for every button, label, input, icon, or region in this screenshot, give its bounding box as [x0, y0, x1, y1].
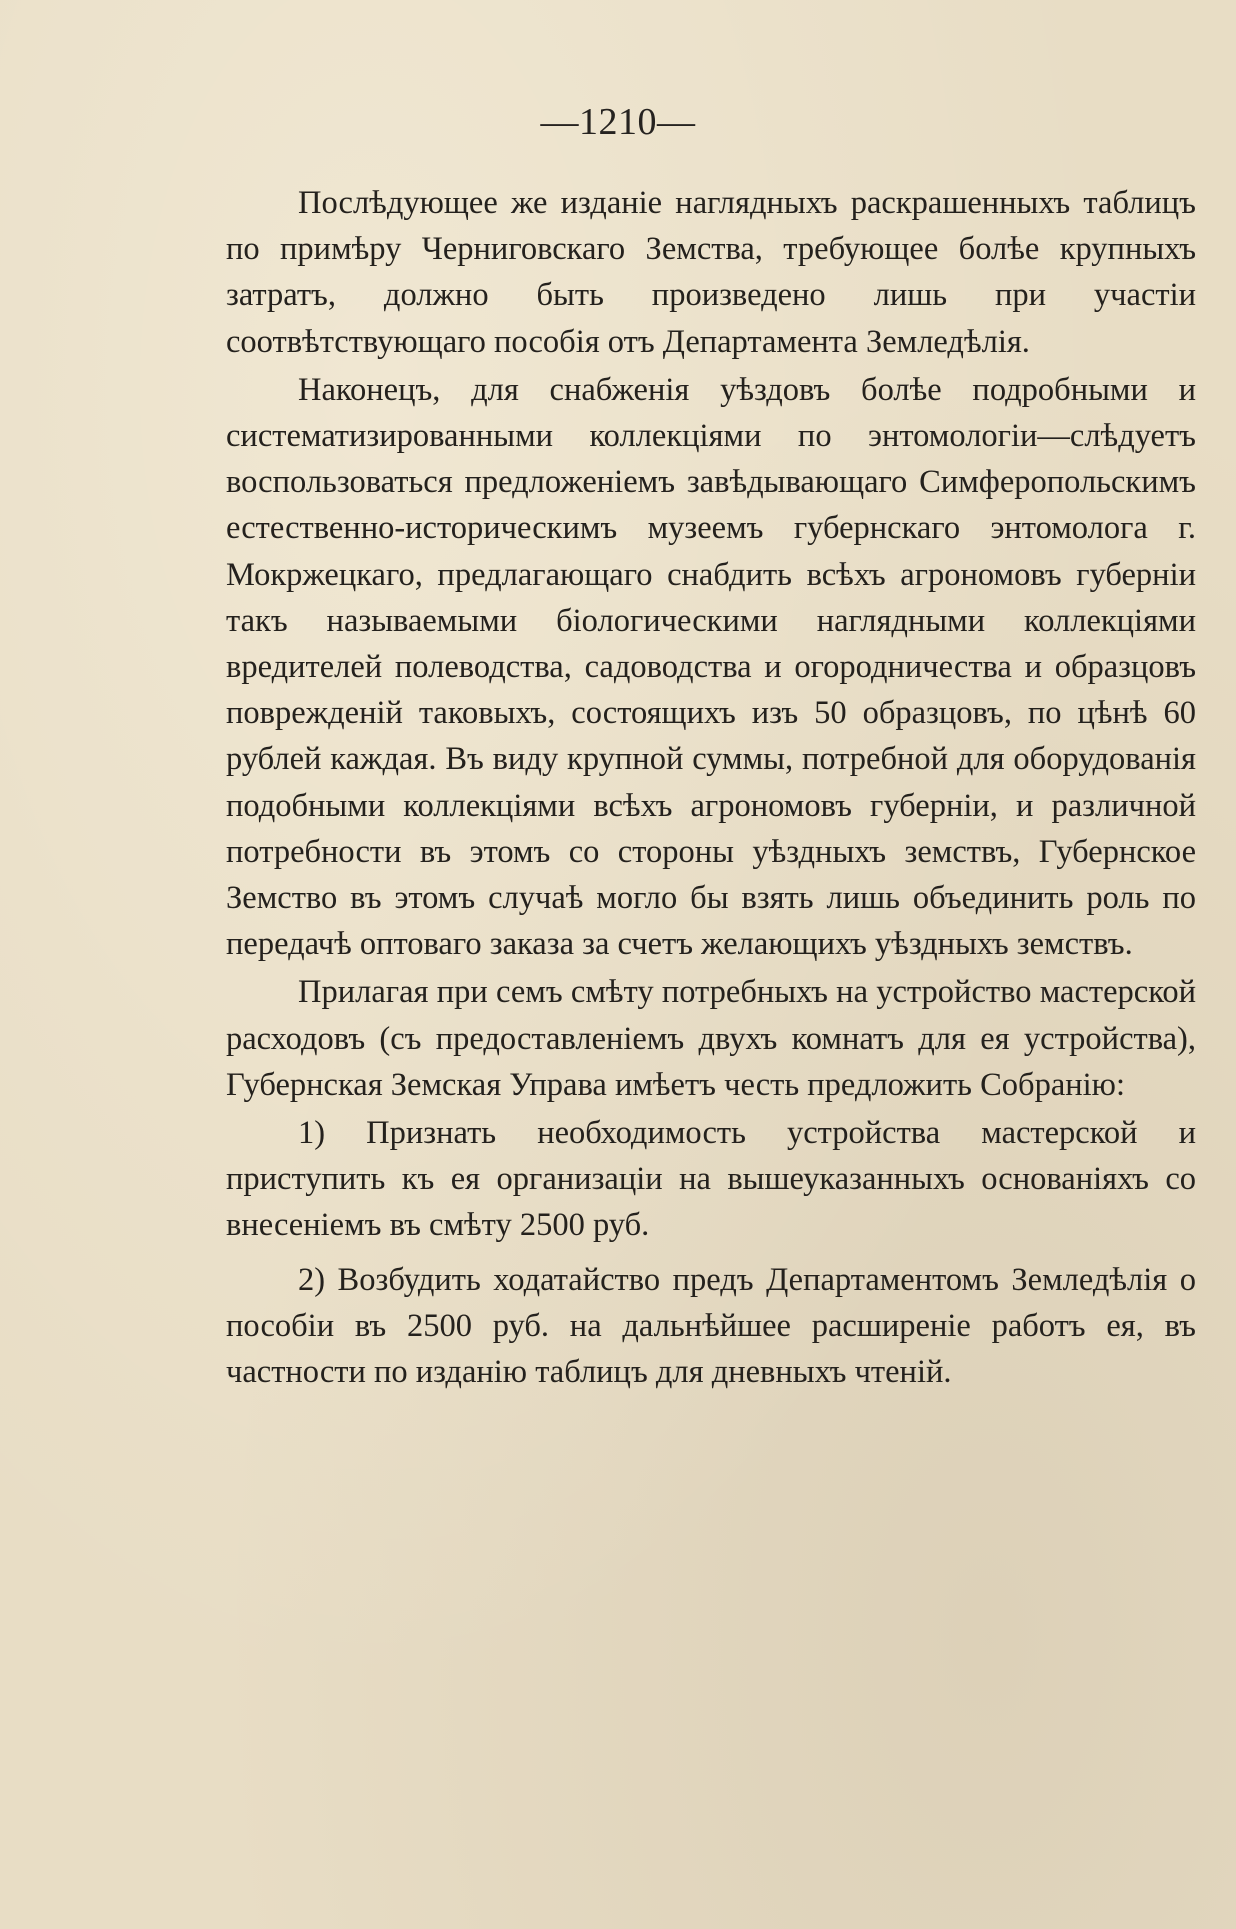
document-body	[226, 180, 1196, 1395]
paragraph-tables-funding: Послѣдующее же изданіе наглядныхъ раскрашенныхъ таблицъ по примѣру Черниговскаго Земства, требующее болѣе крупныхъ затратъ, должно быть произведено лишь при участіи соотвѣтствующаго пособія отъ Департамента Земледѣлія.	[226, 185, 1196, 360]
paragraph-estimate-proposal: Прилагая при семъ смѣту потребныхъ на устройство мастерской расходовъ (съ предоставленіемъ двухъ комнатъ для ея устройства), Губернская Земская Управа имѣетъ честь предложить Собранію:	[226, 974, 1196, 1103]
resolution-item-1: 1) Признать необходимость устройства мастерской и приступить къ ея организаціи на вышеуказанныхъ основаніяхъ со внесеніемъ въ смѣту 2500 руб.	[226, 1115, 1196, 1244]
resolution-item-2: 2) Возбудить ходатайство предъ Департаментомъ Земледѣлія о пособіи въ 2500 руб. на дальнѣйшее расширеніе работъ ея, въ частности по изданію таблицъ для дневныхъ чтеній.	[226, 1261, 1196, 1391]
page-number: —1210—	[540, 101, 696, 143]
paragraph-entomology-collections: Наконецъ, для снабженія уѣздовъ болѣе подробными и систематизированными коллекціями по энтомологіи—слѣдуетъ воспользоваться предложеніемъ завѣдывающаго Симферопольскимъ естественно-историческимъ музеемъ губернскаго энтомолога г. Мокржецкаго, предлагающаго снабдить всѣхъ агрономовъ губерніи такъ называемыми біологическими наглядными коллекціями вредителей полеводства, садоводства и огородничества и образцовъ поврежденій таковыхъ, состоящихъ изъ 50 образцовъ, по цѣнѣ 60 рублей каждая. Въ виду крупной суммы, потребной для оборудованія подобными коллекціями всѣхъ агрономовъ губерніи, и различной потребности въ этомъ со стороны уѣздныхъ земствъ, Губернское Земство въ этомъ случаѣ могло бы взять лишь объединить роль по передачѣ оптоваго заказа за счетъ желающихъ уѣздныхъ земствъ.	[226, 371, 1196, 963]
